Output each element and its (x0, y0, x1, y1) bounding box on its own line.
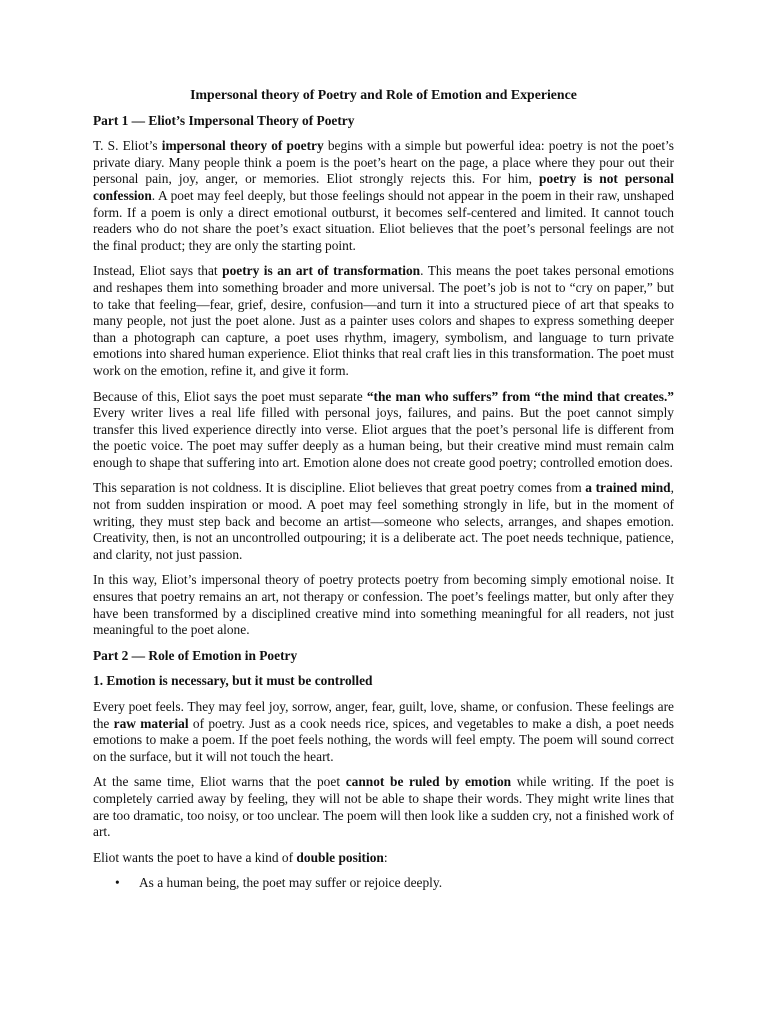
paragraph-8 (93, 850, 674, 867)
paragraph-text: Every poet feels. They may feel joy, sorrow, anger, fear, guilt, love, shame, or confusion. These feelings are the (93, 699, 674, 731)
paragraph-4 (93, 480, 674, 563)
bold-phrase: poetry is not personal confession (93, 171, 674, 203)
paragraph-text: T. S. Eliot’s (93, 138, 162, 154)
list-item-text: As a human being, the poet may suffer or rejoice deeply. (139, 875, 443, 891)
paragraph-2 (93, 263, 674, 379)
part2-heading: Part 2 — Role of Emotion in Poetry (93, 647, 298, 663)
bullet-marker: • (115, 875, 120, 891)
paragraph-text: At the same time, Eliot warns that the poet (93, 774, 346, 790)
list-item (115, 875, 674, 892)
paragraph-5: In this way, Eliot’s impersonal theory of poetry protects poetry from becoming simply emotional noise. It ensures that poetry remains an art, not therapy or confession. The poet’s feelings matter, but only after they have been transformed by a disciplined creative mind into something meaningful for all readers, not just meaningful to the poet alone. (93, 572, 674, 638)
paragraph-1 (93, 138, 674, 254)
bold-phrase: a trained mind (585, 480, 671, 496)
paragraph-text: . This means the poet takes personal emotions and reshapes them into something broader and more universal. The poet’s job is not to “cry on paper,” but to take that feeling—fear, grief, desire, confusion—and turn it into a structured piece of art that speaks to many people, not just the poet alone. Just as a painter uses colors and shapes to express something deeper than a photograph can capture, a poet uses rhythm, imagery, symbolism, and language to turn private emotions into shared human experience. Eliot thinks that real craft lies in this transformation. The poet must work on the emotion, refine it, and give it form. (93, 263, 675, 378)
bold-phrase: “the man who suffers” from “the mind that creates.” (366, 388, 674, 404)
paragraph-text: . A poet may feel deeply, but those feelings should not appear in the poem in their raw, unshaped form. If a poem is only a direct emotional outburst, it becomes self-centered and limited. It cannot touch readers who do not share the poet’s exact situation. Eliot believes that the poet’s personal feelings are not the final product; they are only the starting point. (93, 187, 674, 253)
paragraph-7 (93, 774, 674, 840)
paragraph-3 (93, 389, 674, 472)
paragraph-text: Eliot wants the poet to have a kind of (93, 849, 297, 865)
paragraph-text: Instead, Eliot says that (93, 263, 223, 279)
paragraph-6 (93, 699, 674, 765)
paragraph-text: of poetry. Just as a cook needs rice, spices, and vegetables to make a dish, a poet needs emotions to make a poem. If the poet feels nothing, the words will feel empty. The poem will sound correct on the surface, but it will not touch the heart. (93, 715, 674, 764)
bold-phrase: poetry is an art of transformation (222, 263, 421, 279)
paragraph-text: begins with a simple but powerful idea: poetry is not the poet’s private diary. Many people think a poem is the poet’s heart on the page, a place where they pour out their personal pain, joy, anger, or memories. Eliot strongly rejects this. For him, (93, 138, 674, 187)
paragraph-text: while writing. If the poet is completely carried away by feeling, they will not be able to shape their words. They might write lines that are too dramatic, too noisy, or too unclear. The poem will then look like a sudden cry, not a finished work of art. (93, 774, 674, 840)
paragraph-text: : (383, 849, 388, 865)
bold-phrase: double position (296, 849, 384, 865)
part1-heading: Part 1 — Eliot’s Impersonal Theory of Poetry (93, 112, 355, 128)
document-page (93, 87, 674, 892)
bold-phrase: impersonal theory of poetry (161, 138, 324, 154)
bold-phrase: cannot be ruled by emotion (345, 774, 512, 790)
bold-phrase: raw material (113, 715, 189, 731)
paragraph-text: , not from sudden inspiration or mood. A poet may feel something strongly in life, but in the moment of writing, they must step back and become an artist—someone who selects, arranges, and shapes emotion. Creativity, then, is not an uncontrolled outpouring; it is a deliberate act. The poet needs technique, patience, and clarity, not just passion. (93, 480, 674, 562)
paragraph-text: Because of this, Eliot says the poet must separate (93, 388, 367, 404)
bullet-list (93, 875, 674, 892)
subsection-1-heading: 1. Emotion is necessary, but it must be controlled (93, 673, 373, 689)
paragraph-text: Every writer lives a real life filled with personal joys, failures, and pains. But the poet cannot simply transfer this lived experience directly into verse. Eliot argues that the poet’s personal life is different from the poetic voice. The poet may suffer deeply as a human being, but their creative mind must remain calm enough to shape that suffering into art. Emotion alone does not create good poetry; controlled emotion does. (93, 405, 674, 470)
paragraph-text: This separation is not coldness. It is discipline. Eliot believes that great poetry comes from (93, 480, 586, 496)
document-title: Impersonal theory of Poetry and Role of Emotion and Experience (190, 87, 577, 102)
